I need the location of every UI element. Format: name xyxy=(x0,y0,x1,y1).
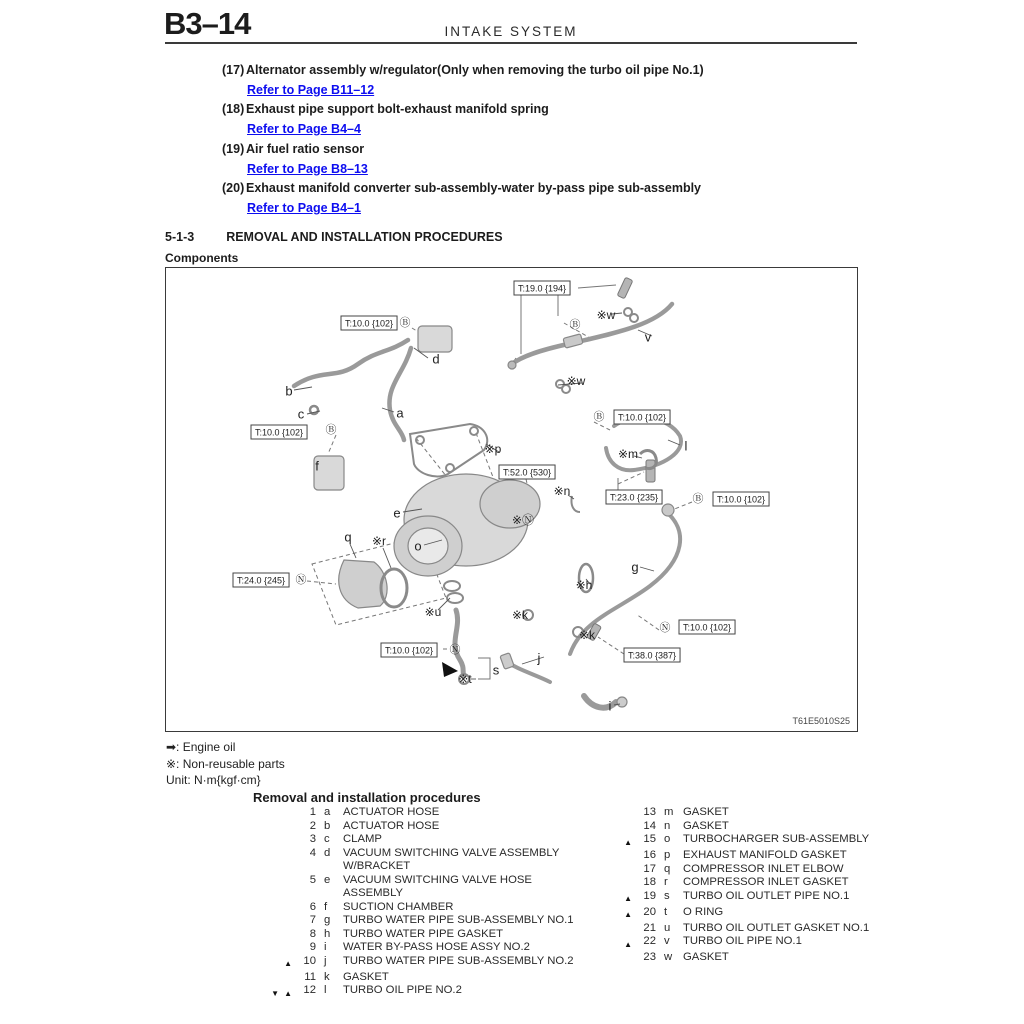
row-letter: p xyxy=(664,849,671,861)
part-letter-label: l xyxy=(684,438,688,454)
page-code: B3–14 xyxy=(164,6,251,41)
row-number: 20 xyxy=(643,905,656,918)
row-marker-icons xyxy=(596,876,632,879)
part-letter-label: f xyxy=(315,458,319,474)
step-text: Exhaust pipe support bolt-exhaust manifold spring xyxy=(246,102,549,117)
row-part-name: GASKET xyxy=(683,806,729,818)
leader-line xyxy=(598,637,624,654)
svg-text:T:38.0 {387}: T:38.0 {387} xyxy=(628,650,677,661)
step-number: (19) xyxy=(222,141,245,156)
part-letter-label: c xyxy=(297,406,305,422)
row-part-name: TURBO WATER PIPE SUB-ASSEMBLY NO.2 xyxy=(343,954,574,967)
svg-text:T:10.0 {102}: T:10.0 {102} xyxy=(717,494,766,505)
part-letter-label: j xyxy=(537,650,541,666)
leader-line xyxy=(578,285,616,288)
parts-row xyxy=(596,806,936,820)
row-number: 18 xyxy=(643,876,656,888)
circled-bolt-symbol: Ⓑ xyxy=(593,410,605,423)
svg-text:T:10.0 {102}: T:10.0 {102} xyxy=(618,412,667,423)
part-letter-label: b xyxy=(285,383,293,399)
parts-row xyxy=(256,874,586,901)
legend-non-reusable: ※: Non-reusable parts xyxy=(166,756,285,771)
svg-text:T:10.0 {102}: T:10.0 {102} xyxy=(255,427,304,438)
parts-row xyxy=(596,863,936,877)
refer-page-link[interactable]: Refer to Page B4–4 xyxy=(247,122,361,137)
non-reusable-part-label: ※h xyxy=(575,578,593,593)
parts-row xyxy=(256,914,586,928)
circled-bolt-symbol: Ⓑ xyxy=(399,316,411,329)
part-letter-label: g xyxy=(631,559,639,575)
row-letter: b xyxy=(324,819,331,832)
part-turbo-oil-pipe-no2 xyxy=(606,418,681,471)
non-reusable-part-label: ※k xyxy=(511,608,529,623)
engine-oil-arrow-icon xyxy=(442,662,458,677)
torque-callout xyxy=(624,648,680,662)
part-letter-label: q xyxy=(344,529,352,545)
row-marker-icons xyxy=(596,833,632,849)
row-part-name: GASKET xyxy=(683,951,729,963)
row-letter: a xyxy=(324,806,331,818)
leader-line xyxy=(328,435,336,454)
row-letter: v xyxy=(664,935,670,947)
circled-nut-symbol: Ⓝ xyxy=(449,643,461,656)
components-diagram xyxy=(165,267,858,732)
section-heading xyxy=(165,230,503,244)
torque-callout xyxy=(341,316,397,330)
row-number: 19 xyxy=(643,889,656,902)
torque-callout xyxy=(514,281,570,295)
row-letter: t xyxy=(664,905,668,918)
row-letter: l xyxy=(324,984,327,996)
row-part-name: GASKET xyxy=(343,970,389,983)
row-number: 6 xyxy=(309,900,316,913)
svg-text:T:19.0 {194}: T:19.0 {194} xyxy=(518,283,567,294)
part-letter-label: s xyxy=(492,662,500,678)
row-marker-icons xyxy=(596,820,632,823)
torque-callout xyxy=(381,643,437,657)
parts-row xyxy=(596,876,936,890)
parts-row xyxy=(596,935,936,951)
torque-callout xyxy=(233,573,289,587)
circled-nut-symbol: Ⓝ xyxy=(659,621,671,634)
row-part-name: EXHAUST MANIFOLD GASKET xyxy=(683,849,847,861)
row-part-name: TURBOCHARGER SUB-ASSEMBLY xyxy=(683,833,870,845)
row-number: 16 xyxy=(643,849,656,861)
part-hose-end xyxy=(617,697,627,707)
parts-row xyxy=(256,984,586,1000)
row-marker-icons xyxy=(256,955,292,971)
gasket-bolt-hole xyxy=(446,464,454,472)
step-text: Air fuel ratio sensor xyxy=(246,141,365,156)
row-number: 14 xyxy=(643,819,656,832)
legend-engine-oil: ➡: Engine oil xyxy=(166,740,236,754)
row-marker-icons xyxy=(256,901,292,904)
torque-callout xyxy=(499,465,555,479)
part-pipe-flange xyxy=(500,653,514,670)
row-number: 11 xyxy=(304,970,316,983)
row-part-name: TURBO OIL PIPE NO.1 xyxy=(683,935,802,947)
row-part-name: VACUUM SWITCHING VALVE HOSE ASSEMBLY xyxy=(343,873,532,899)
procedures-title: Removal and installation procedures xyxy=(253,790,481,805)
part-actuator-hose-a xyxy=(389,348,411,440)
torque-callout xyxy=(606,490,662,504)
non-reusable-part-label: ※w xyxy=(596,308,616,323)
row-marker-icons xyxy=(256,874,292,877)
row-marker-icons xyxy=(256,820,292,823)
row-part-name: CLAMP xyxy=(343,833,382,845)
part-letter-label: o xyxy=(414,538,422,554)
parts-row xyxy=(596,906,936,922)
legend-unit: Unit: N·m{kgf·cm} xyxy=(166,773,261,787)
non-reusable-part-label: ※Ⓝ xyxy=(511,513,535,528)
row-number: 8 xyxy=(309,927,316,940)
row-part-name: WATER BY-PASS HOSE ASSY NO.2 xyxy=(343,941,530,953)
parts-row xyxy=(596,890,936,906)
row-part-name: TURBO OIL OUTLET PIPE NO.1 xyxy=(683,889,850,902)
row-number: 3 xyxy=(309,833,316,845)
row-marker-icons xyxy=(596,890,632,906)
row-number: 9 xyxy=(309,941,316,953)
parts-list-right xyxy=(596,806,936,965)
row-number: 1 xyxy=(309,806,316,818)
row-letter: i xyxy=(324,941,327,953)
non-reusable-part-label: ※n xyxy=(553,484,571,499)
svg-text:T:10.0 {102}: T:10.0 {102} xyxy=(385,645,434,656)
triangle-up-icon: ▲ xyxy=(624,894,632,903)
page-title: INTAKE SYSTEM xyxy=(444,24,578,39)
row-marker-icons xyxy=(256,847,292,850)
part-letter-label: i xyxy=(608,698,612,714)
parts-row xyxy=(256,847,586,874)
circled-bolt-symbol: Ⓑ xyxy=(325,423,337,436)
section-title: REMOVAL AND INSTALLATION PROCEDURES xyxy=(226,230,503,244)
row-marker-icons xyxy=(256,971,292,974)
step-number: (17) xyxy=(222,63,245,77)
diagram-legend xyxy=(166,739,285,789)
row-letter: h xyxy=(324,927,331,940)
row-number: 13 xyxy=(643,806,656,818)
part-letter-label: e xyxy=(393,505,401,521)
step-item xyxy=(222,100,704,120)
row-letter: d xyxy=(324,846,331,859)
components-label: Components xyxy=(165,251,239,265)
row-marker-icons xyxy=(596,806,632,809)
header-rule xyxy=(165,42,857,44)
parts-row xyxy=(256,955,586,971)
parts-row xyxy=(596,849,936,863)
refer-page-link[interactable]: Refer to Page B11–12 xyxy=(247,82,375,97)
step-text: Alternator assembly w/regulator(Only when removing the turbo oil pipe No.1) xyxy=(246,63,704,77)
parts-row xyxy=(596,833,936,849)
refer-page-link[interactable]: Refer to Page B8–13 xyxy=(247,161,368,176)
row-number: 4 xyxy=(309,846,316,859)
circled-bolt-symbol: Ⓑ xyxy=(692,492,704,505)
svg-text:T:52.0 {530}: T:52.0 {530} xyxy=(503,467,552,478)
part-bolt xyxy=(617,277,633,299)
s-bracket xyxy=(478,658,490,679)
row-letter: w xyxy=(664,951,673,963)
non-reusable-part-label: ※k xyxy=(578,628,596,643)
parts-row xyxy=(256,806,586,820)
row-number: 23 xyxy=(643,951,656,963)
row-marker-icons xyxy=(256,914,292,917)
step-item xyxy=(222,179,704,199)
row-letter: c xyxy=(324,833,330,845)
row-marker-icons xyxy=(596,863,632,866)
triangle-up-icon: ▲ xyxy=(624,910,632,919)
row-number: 15 xyxy=(643,833,656,845)
torque-callout xyxy=(713,492,769,506)
non-reusable-part-label: ※m xyxy=(617,447,639,462)
row-number: 21 xyxy=(643,921,656,934)
parts-row xyxy=(256,928,586,942)
row-marker-icons xyxy=(256,984,292,1000)
leader-line xyxy=(636,614,659,630)
row-part-name: COMPRESSOR INLET ELBOW xyxy=(683,862,844,875)
triangle-up-icon: ▲ xyxy=(624,939,632,949)
row-letter: k xyxy=(324,970,330,983)
row-marker-icons xyxy=(596,922,632,925)
row-letter: q xyxy=(664,862,671,875)
row-letter: o xyxy=(664,833,671,845)
step-item xyxy=(222,140,704,160)
parts-row xyxy=(256,820,586,834)
parts-list-left xyxy=(256,806,586,1000)
part-pipe-bracket xyxy=(563,334,583,348)
row-letter: f xyxy=(324,900,328,913)
row-part-name: ACTUATOR HOSE xyxy=(343,819,440,832)
part-exhaust-manifold-gasket xyxy=(410,424,487,476)
pre-removal-steps xyxy=(222,61,704,219)
leader-line xyxy=(307,581,336,584)
step-item xyxy=(222,61,704,81)
part-union-bolt xyxy=(646,460,655,482)
part-letter-label: v xyxy=(644,329,652,345)
row-number: 17 xyxy=(643,862,656,875)
exploded-view-diagram xyxy=(166,268,857,731)
part-bolt xyxy=(508,361,516,369)
svg-text:T:10.0 {102}: T:10.0 {102} xyxy=(345,318,394,329)
part-actuator-hose-b xyxy=(294,340,408,386)
row-marker-icons xyxy=(596,906,632,922)
part-letter-label: a xyxy=(396,405,404,421)
row-marker-icons xyxy=(256,941,292,944)
non-reusable-part-label: ※w xyxy=(566,374,586,389)
triangle-up-icon: ▲ xyxy=(284,988,292,998)
svg-text:T:10.0 {102}: T:10.0 {102} xyxy=(683,622,732,633)
row-number: 10 xyxy=(303,954,316,967)
part-gasket-ring xyxy=(630,314,638,322)
row-letter: g xyxy=(324,914,331,926)
row-part-name: ACTUATOR HOSE xyxy=(343,806,440,818)
row-number: 12 xyxy=(303,984,316,996)
row-part-name: O RING xyxy=(683,905,724,918)
figure-id: T61E5010S25 xyxy=(792,716,850,726)
step-number: (20) xyxy=(222,181,245,196)
section-number: 5-1-3 xyxy=(165,230,195,244)
parts-row xyxy=(256,833,586,847)
leader-line xyxy=(594,422,610,430)
row-number: 5 xyxy=(309,873,316,886)
row-letter: m xyxy=(664,806,674,818)
row-part-name: TURBO OIL OUTLET GASKET NO.1 xyxy=(683,921,870,934)
torque-callout xyxy=(679,620,735,634)
row-letter: n xyxy=(664,819,671,832)
part-letter-label: d xyxy=(432,351,440,367)
step-text: Exhaust manifold converter sub-assembly-water by-pass pipe sub-assembly xyxy=(246,181,702,196)
parts-row xyxy=(596,951,936,965)
row-part-name: SUCTION CHAMBER xyxy=(343,900,454,913)
row-number: 7 xyxy=(309,914,316,926)
parts-row xyxy=(596,820,936,834)
row-marker-icons xyxy=(256,928,292,931)
parts-row xyxy=(256,901,586,915)
torque-callout xyxy=(614,410,670,424)
row-part-name: TURBO WATER PIPE GASKET xyxy=(343,927,504,940)
row-marker-icons xyxy=(596,849,632,852)
step-number: (18) xyxy=(222,102,245,117)
non-reusable-part-label: ※u xyxy=(424,605,442,620)
row-part-name: TURBO WATER PIPE SUB-ASSEMBLY NO.1 xyxy=(343,914,574,926)
row-letter: e xyxy=(324,873,331,886)
parts-row xyxy=(256,971,586,985)
triangle-up-icon: ▲ xyxy=(284,959,292,968)
row-marker-icons xyxy=(256,833,292,836)
part-outlet-gasket xyxy=(444,581,460,591)
row-marker-icons xyxy=(596,935,632,951)
refer-page-link[interactable]: Refer to Page B4–1 xyxy=(247,200,361,215)
row-number: 2 xyxy=(309,819,316,832)
svg-text:T:23.0 {235}: T:23.0 {235} xyxy=(610,492,659,503)
circled-bolt-symbol: Ⓑ xyxy=(569,318,581,331)
svg-text:T:24.0 {245}: T:24.0 {245} xyxy=(237,575,286,586)
circled-nut-symbol: Ⓝ xyxy=(295,573,307,586)
part-vsv-assembly xyxy=(418,326,452,352)
part-union-fitting xyxy=(662,504,674,516)
row-marker-icons xyxy=(596,951,632,954)
gasket-bolt-hole xyxy=(470,427,478,435)
row-letter: j xyxy=(324,954,327,967)
row-part-name: COMPRESSOR INLET GASKET xyxy=(683,876,849,888)
triangle-up-icon: ▲ xyxy=(624,837,632,847)
row-letter: s xyxy=(664,889,670,902)
row-part-name: TURBO OIL PIPE NO.2 xyxy=(343,984,462,996)
leader-line xyxy=(618,472,644,484)
non-reusable-part-label: ※r xyxy=(371,534,387,549)
leader-line xyxy=(672,502,692,510)
parts-row xyxy=(596,922,936,936)
row-number: 22 xyxy=(643,935,656,947)
torque-callout xyxy=(251,425,307,439)
parts-row xyxy=(256,941,586,955)
non-reusable-part-label: ※t xyxy=(458,672,472,687)
row-letter: u xyxy=(664,921,671,934)
row-part-name: GASKET xyxy=(683,819,729,832)
row-marker-icons xyxy=(256,806,292,809)
triangle-down-icon: ▼ xyxy=(271,988,280,998)
non-reusable-part-label: ※p xyxy=(484,442,502,457)
row-part-name: VACUUM SWITCHING VALVE ASSEMBLY W/BRACKET xyxy=(343,846,560,872)
row-letter: r xyxy=(664,876,668,888)
